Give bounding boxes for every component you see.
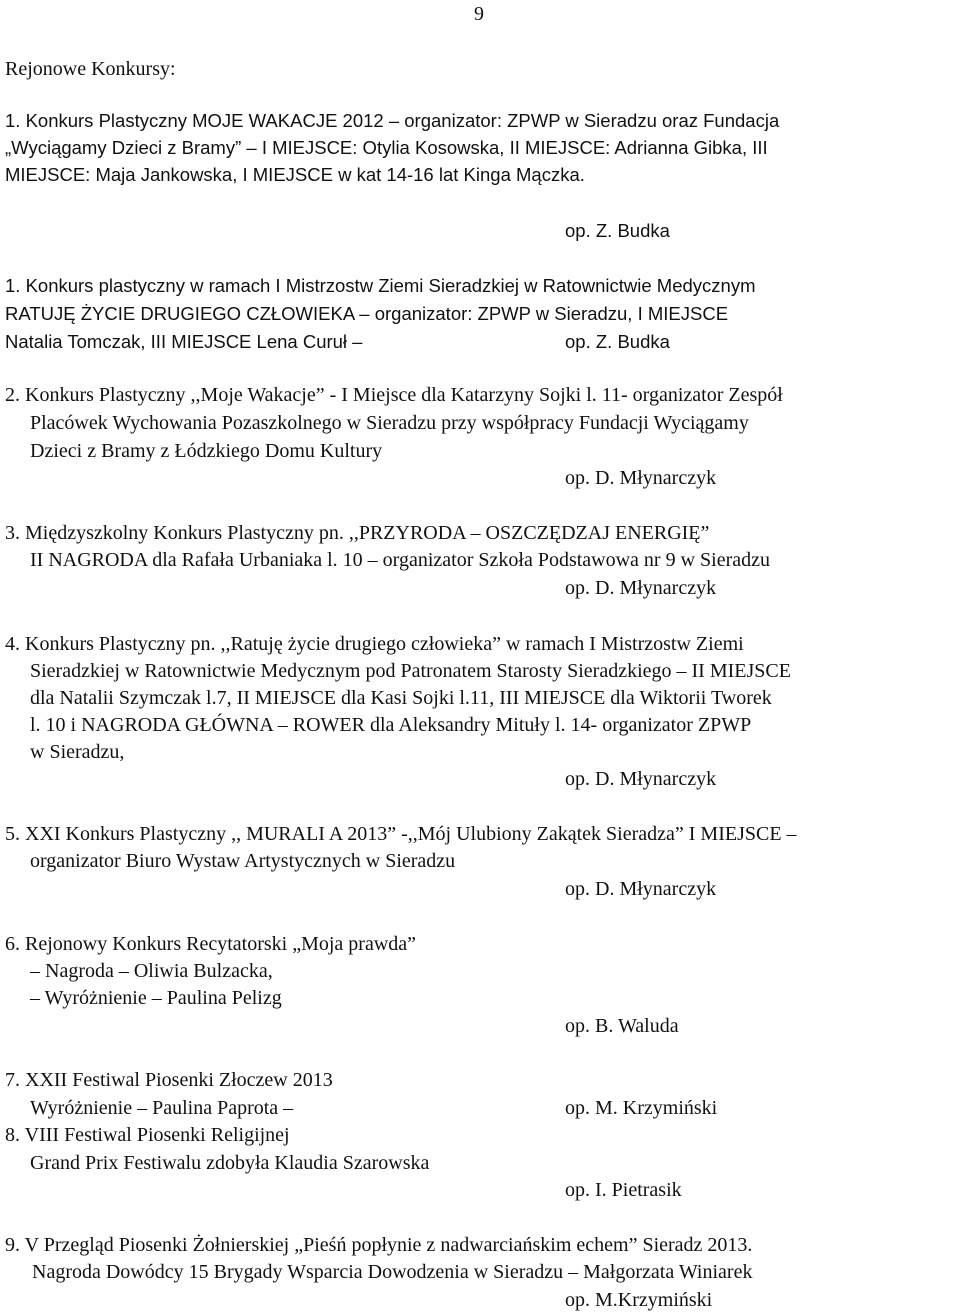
item6-line3: – Wyróżnienie – Paulina Pelizg <box>30 987 282 1009</box>
item2-signature: op. D. Młynarczyk <box>565 467 717 489</box>
item4-line4: l. 10 i NAGRODA GŁÓWNA – ROWER dla Aleksandry Mituły l. 14- organizator ZPWP <box>30 714 752 736</box>
block-b-signature: op. Z. Budka <box>565 331 670 352</box>
item8-line2: Grand Prix Festiwalu zdobyła Klaudia Szarowska <box>30 1152 430 1174</box>
block-a-signature: op. Z. Budka <box>565 220 670 241</box>
item4-line5: w Sieradzu, <box>30 741 125 763</box>
block-b-line2: RATUJĘ ŻYCIE DRUGIEGO CZŁOWIEKA – organizator: ZPWP w Sieradzu, I MIEJSCE <box>5 303 729 324</box>
item7-line2: Wyróżnienie – Paulina Paprota – <box>30 1097 294 1119</box>
item2-line3: Dzieci z Bramy z Łódzkiego Domu Kultury <box>30 440 383 462</box>
block-b-line1: 1. Konkurs plastyczny w ramach I Mistrzostw Ziemi Sieradzkiej w Ratownictwie Medycznym <box>5 275 756 296</box>
block-a-line1: 1. Konkurs Plastyczny MOJE WAKACJE 2012 – organizator: ZPWP w Sieradzu oraz Fundacja <box>5 110 780 131</box>
item9-line2: Nagroda Dowódcy 15 Brygady Wsparcia Dowodzenia w Sieradzu – Małgorzata Winiarek <box>32 1261 753 1283</box>
item3-signature: op. D. Młynarczyk <box>565 577 717 599</box>
item2-line1: 2. Konkurs Plastyczny ,,Moje Wakacje” - I Miejsce dla Katarzyny Sojki l. 11- organizator Zespół <box>5 384 783 406</box>
item7-signature: op. M. Krzymiński <box>565 1097 718 1119</box>
item8-signature: op. I. Pietrasik <box>565 1179 682 1201</box>
item8-line1: 8. VIII Festiwal Piosenki Religijnej <box>5 1124 290 1146</box>
item5-line2: organizator Biuro Wystaw Artystycznych w Sieradzu <box>30 850 456 872</box>
item7-line1: 7. XXII Festiwal Piosenki Złoczew 2013 <box>5 1069 333 1091</box>
item5-signature: op. D. Młynarczyk <box>565 878 717 900</box>
item4-signature: op. D. Młynarczyk <box>565 768 717 790</box>
item4-line1: 4. Konkurs Plastyczny pn. ,,Ratuję życie drugiego człowieka” w ramach I Mistrzostw Ziemi <box>5 633 744 655</box>
item4-line3: dla Natalii Szymczak l.7, II MIEJSCE dla Kasi Sojki l.11, III MIEJSCE dla Wiktorii Tworek <box>30 687 772 709</box>
item3-line2: II NAGRODA dla Rafała Urbaniaka l. 10 – organizator Szkoła Podstawowa nr 9 w Sieradzu <box>30 549 770 571</box>
item6-signature: op. B. Waluda <box>565 1015 679 1037</box>
item5-line1: 5. XXI Konkurs Plastyczny ,, MURALI A 2013” -,,Mój Ulubiony Zakątek Sieradza” I MIEJSCE – <box>5 823 797 845</box>
item4-line2: Sieradzkiej w Ratownictwie Medycznym pod Patronatem Starosty Sieradzkiego – II MIEJSCE <box>30 660 791 682</box>
item3-line1: 3. Międzyszkolny Konkurs Plastyczny pn. ,,PRZYRODA – OSZCZĘDZAJ ENERGIĘ” <box>5 522 710 544</box>
block-b-line3: Natalia Tomczak, III MIEJSCE Lena Curuł – <box>5 331 363 352</box>
item9-line1: 9. V Przegląd Piosenki Żołnierskiej „Pieśń popłynie z nadwarciańskim echem” Sieradz 2013. <box>5 1234 753 1256</box>
page-number: 9 <box>474 3 484 25</box>
item6-line2: – Nagroda – Oliwia Bulzacka, <box>30 960 273 982</box>
page-heading: Rejonowe Konkursy: <box>5 58 176 80</box>
block-a-line3: MIEJSCE: Maja Jankowska, I MIEJSCE w kat 14-16 lat Kinga Mączka. <box>5 164 585 185</box>
item2-line2: Placówek Wychowania Pozaszkolnego w Sieradzu przy współpracy Fundacji Wyciągamy <box>30 412 749 434</box>
item9-signature: op. M.Krzymiński <box>565 1289 713 1311</box>
block-a-line2: „Wyciągamy Dzieci z Bramy” – I MIEJSCE: Otylia Kosowska, II MIEJSCE: Adrianna Gibka, III <box>5 137 768 158</box>
item6-line1: 6. Rejonowy Konkurs Recytatorski „Moja prawda” <box>5 933 417 955</box>
